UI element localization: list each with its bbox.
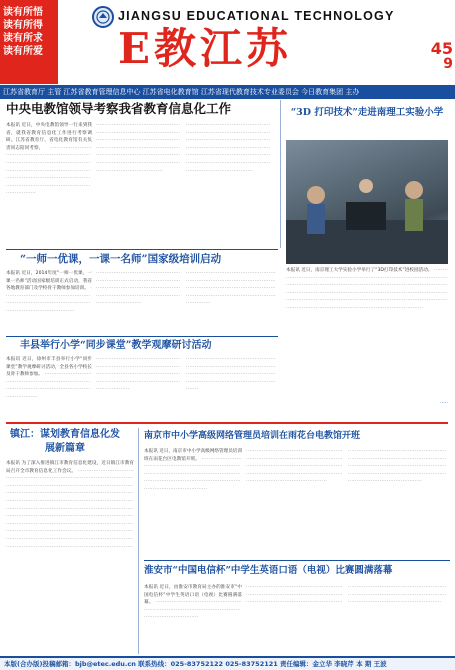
body-a6-col1: 本报讯 近日，南京市中小学高级网络管理员培训班在雨花台区电教馆开班。 ································································································································································································································ (144, 449, 242, 492)
headline-a6[interactable]: 南京市中小学高级网络管理员培训在雨花台电教馆开班 (144, 431, 361, 441)
emblem-graphic (94, 8, 112, 26)
body-a5: 本报讯 为了深入推进镇江市教育信息化建设，近日镇江市教育局召开全市教育信息化工作会议。 ················································································································································································································································································································································································································································································································································································································································································································································································ (6, 461, 134, 550)
body-a1-intro: 本报讯 近日，中央电教馆领导一行来到我省，就我省教育信息化工作进行考察调研。江苏省教育厅、省电化教育馆有关负责同志陪同考察。 (6, 123, 92, 151)
body-a3-col3: ·························································································································································································································· (186, 271, 276, 307)
issue-box (405, 40, 453, 82)
body-a3-intro: 本报讯 近日，2014年度“一师一优课，一课一名师”活动国家级培训正式启动，我省各地教育部门及学校骨干教师参加培训。 (6, 271, 92, 292)
footer-contact: 本版(合办版)投稿邮箱：bjb@etec.edu.cn 联系热线：025-83752122 025-83752121 责任编辑：金立华 李晓芹 本 期 王波 (0, 656, 455, 670)
issue-page: 9 (443, 56, 453, 72)
headline-a7[interactable]: 淮安市“中国电信杯”中学生英语口语（电视）比赛圆满落幕 (144, 565, 393, 576)
sponsor-bar: 江苏省教育厅 主管 江苏省教育管理信息中心 江苏省电化教育馆 江苏省现代教育技术专业委员会 今日教育集团 主办 (0, 85, 455, 99)
divider (6, 336, 278, 337)
body-a7-col1: 本报讯 近日，由淮安市教育局主办的淮安市“中国电信杯”中学生英语口语（电视）比赛圆满落幕。 ······································································································································· (144, 585, 242, 621)
slogan-block (0, 0, 58, 84)
publication-title: E教江苏 (118, 24, 293, 73)
headline-a2[interactable]: “3D 打印技术”走进南理工实验小学 (290, 107, 444, 118)
slogan-line: 读有所爱 (3, 46, 43, 57)
body-a7-col2: ····································································································································································· (246, 585, 343, 606)
divider (138, 428, 139, 654)
photo-3d-printing (286, 140, 448, 264)
body-a6-intro: 本报讯 近日，南京市中小学高级网络管理员培训班在雨花台区电教馆开班。 (144, 449, 242, 462)
issue-number: 45 (430, 39, 453, 58)
slogan-line: 读有所悟 (3, 7, 43, 18)
body-a2: 本报讯 近日，南京理工大学实验小学举行了“3D打印技术”进校园活动。 ······································································································································································································································································································································································································································································ (286, 268, 448, 311)
body-a4-intro: 本报讯 近日，徐州市丰县举行小学“同步课堂”教学观摩研讨活动，全县各小学校长及骨干教师参加。 (6, 357, 92, 378)
headline-a1[interactable]: 中央电教馆领导考察我省教育信息化工作 (6, 101, 232, 116)
publication-english-name: JIANGSU EDUCATIONAL TECHNOLOGY (118, 9, 395, 23)
divider (144, 560, 450, 561)
body-a6-col2: ·········································································································································································································································································· (246, 449, 343, 485)
photo-graphic (286, 140, 448, 264)
body-a1-col2: ······································································································································································································································································································································ (96, 123, 181, 174)
headline-a4[interactable]: 丰县举行小学“同步课堂”教学观摩研讨活动 (20, 340, 212, 351)
body-a4-col2: ··················································································································································································································· (96, 357, 181, 393)
author-a2: ····· (440, 400, 448, 406)
body-a6-col3: ·········································································································································································································································································· (348, 449, 447, 485)
slogan-line: 读有所得 (3, 20, 43, 31)
body-a3-col1: 本报讯 近日，2014年度“一师一优课，一课一名师”活动国家级培训正式启动，我省各地教育部门及学校骨干教师参加培训。 ········································································································································ (6, 271, 92, 314)
school-emblem-icon (92, 6, 114, 28)
body-a4-col1: 本报讯 近日，徐州市丰县举行小学“同步课堂”教学观摩研讨活动，全县各小学校长及骨干教师参加。 ············································································································································· (6, 357, 92, 400)
body-a7-col3: ····································································································································································· (348, 585, 447, 606)
body-a1-col3: ······································································································································································································································································································································ (186, 123, 271, 174)
body-a3-col2: ·························································································································································································································· (96, 271, 181, 307)
headline-a5[interactable]: 镇江：谋划教育信息化发展新篇章 (10, 429, 120, 454)
body-a1-col1: 本报讯 近日，中央电教馆领导一行来到我省，就我省教育信息化工作进行考察调研。江苏省教育厅、省电化教育馆有关负责同志陪同考察。 ························································································································································································································································································· (6, 123, 92, 197)
body-a5-intro: 本报讯 为了深入推进镇江市教育信息化建设，近日镇江市教育局召开全市教育信息化工作会议。 (6, 461, 134, 474)
body-a7-intro: 本报讯 近日，由淮安市教育局主办的淮安市“中国电信杯”中学生英语口语（电视）比赛圆满落幕。 (144, 585, 242, 606)
headline-a3[interactable]: “一师一优课，一课一名师”国家级培训启动 (20, 253, 222, 265)
divider (6, 249, 278, 250)
body-a2-caption: 本报讯 近日，南京理工大学实验小学举行了“3D打印技术”进校园活动。 (286, 268, 433, 273)
masthead (0, 0, 455, 85)
body-a4-col3: ··················································································································································································································· (186, 357, 276, 393)
slogan-line: 读有所求 (3, 33, 43, 44)
divider (280, 100, 281, 248)
divider (6, 422, 448, 424)
